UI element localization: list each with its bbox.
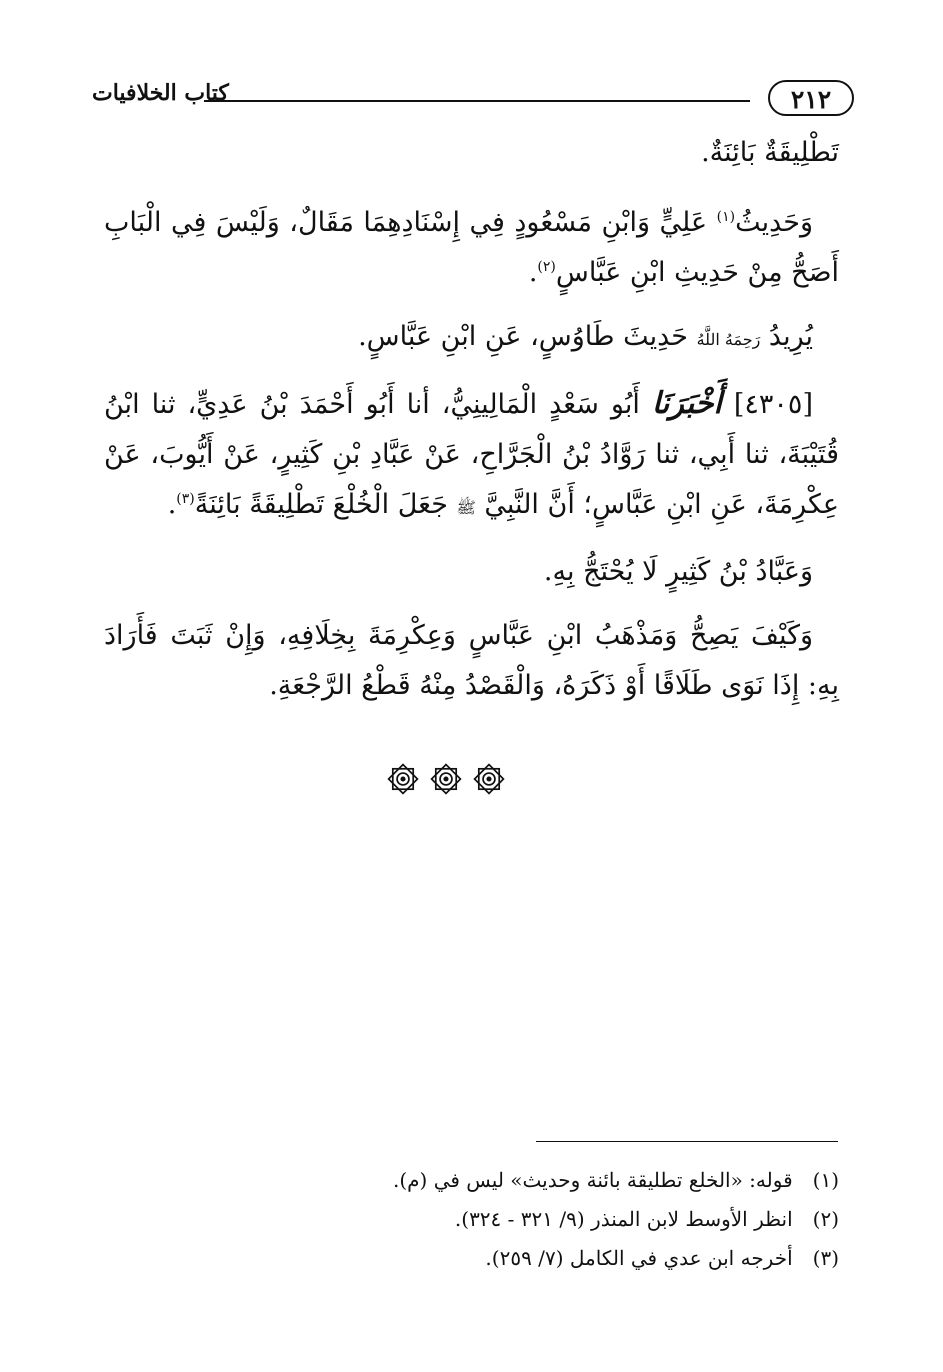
- hadith-paragraph: [104, 379, 839, 533]
- footnote-text: قوله: «الخلع تطليقة بائنة وحديث» ليس في (م).: [393, 1168, 793, 1192]
- paragraph-5: [104, 611, 839, 711]
- paragraph-1: [104, 198, 839, 298]
- akhbarana-word: أَخْبَرَنَا: [651, 386, 722, 421]
- text-fragment: حَدِيثَ طَاوُسٍ، عَنِ ابْنِ عَبَّاسٍ.: [358, 321, 697, 352]
- footnote-separator: [536, 1141, 838, 1142]
- text-fragment: وَكَيْفَ يَصِحُّ وَمَذْهَبُ ابْنِ عَبَّاسٍ وَعِكْرِمَةَ بِخِلَافِهِ، وَإِنْ ثَبَتَ فَأَرَادَ بِهِ: إِذَا نَوَى طَلَاقًا أَوْ ذَكَرَهُ، وَالْقَصْدُ مِنْهُ قَطْعُ الرَّجْعَةِ.: [104, 620, 839, 701]
- section-ornaments: [386, 762, 506, 802]
- text-fragment: أَبُو سَعْدٍ الْمَالِينِيُّ، أنا أَبُو أَحْمَدَ بْنُ عَدِيٍّ، ثنا ابْنُ قُتَيْبَةَ، ثنا أَبِي، ثنا رَوَّادُ بْنُ الْجَرَّاحِ، عَنْ عَبَّادِ بْنِ كَثِيرٍ، عَنْ أَيُّوبَ، عَنْ عِكْرِمَةَ، عَنِ ابْنِ عَبَّاسٍ؛ أَنَّ النَّبِيَّ: [104, 389, 839, 520]
- footnote-1: [104, 1162, 839, 1198]
- running-header: [92, 72, 854, 122]
- footnotes: [104, 1162, 839, 1279]
- hadith-number: [٤٣٠٥]: [733, 389, 813, 420]
- header-rule: [204, 100, 750, 102]
- paragraph-2: [104, 312, 839, 365]
- main-text: [104, 128, 839, 711]
- text-fragment: عَلِيٍّ وَابْنِ مَسْعُودٍ فِي إِسْنَادِهِمَا مَقَالٌ، وَلَيْسَ فِي الْبَابِ أَصَحُّ مِنْ حَدِيثِ ابْنِ عَبَّاسٍ: [104, 207, 839, 288]
- text-fragment: وَعَبَّادُ بْنُ كَثِيرٍ لَا يُحْتَجُّ بِهِ.: [543, 556, 813, 587]
- text-fragment: تَطْلِيقَةٌ بَائِنَةٌ.: [701, 137, 839, 168]
- footnote-text: أخرجه ابن عدي في الكامل (٧/ ٢٥٩).: [485, 1246, 793, 1270]
- rosette-ornament-icon: [472, 762, 506, 796]
- book-title: كتاب الخلافيات: [92, 80, 229, 106]
- honorific-glyph: رَحِمَهُ اللَّهُ: [696, 330, 761, 349]
- footnote-number: (٣): [812, 1246, 839, 1270]
- footnote-3: [104, 1240, 839, 1276]
- text-fragment: .: [528, 257, 538, 288]
- footnote-number: (٢): [812, 1207, 839, 1231]
- rosette-ornament-icon: [386, 762, 420, 796]
- text-fragment: وَحَدِيثُ: [735, 207, 813, 238]
- salawat-glyph: ﷺ: [456, 498, 476, 517]
- footnote-ref-1[interactable]: (١): [716, 209, 736, 225]
- rosette-ornament-icon: [429, 762, 463, 796]
- text-line-1: [104, 128, 839, 178]
- paragraph-4: [104, 547, 839, 597]
- footnote-ref-2[interactable]: (٢): [537, 259, 556, 275]
- footnote-text: انظر الأوسط لابن المنذر (٩/ ٣٢١ - ٣٢٤).: [454, 1207, 793, 1231]
- footnote-ref-3[interactable]: (٣): [176, 491, 195, 507]
- text-fragment: .: [167, 489, 177, 520]
- text-fragment: يُرِيدُ: [760, 321, 813, 352]
- footnote-number: (١): [812, 1168, 839, 1192]
- footnote-2: [104, 1201, 839, 1237]
- text-fragment: جَعَلَ الْخُلْعَ تَطْلِيقَةً بَائِنَةً: [194, 489, 457, 520]
- page-number: ٢١٢: [768, 80, 854, 116]
